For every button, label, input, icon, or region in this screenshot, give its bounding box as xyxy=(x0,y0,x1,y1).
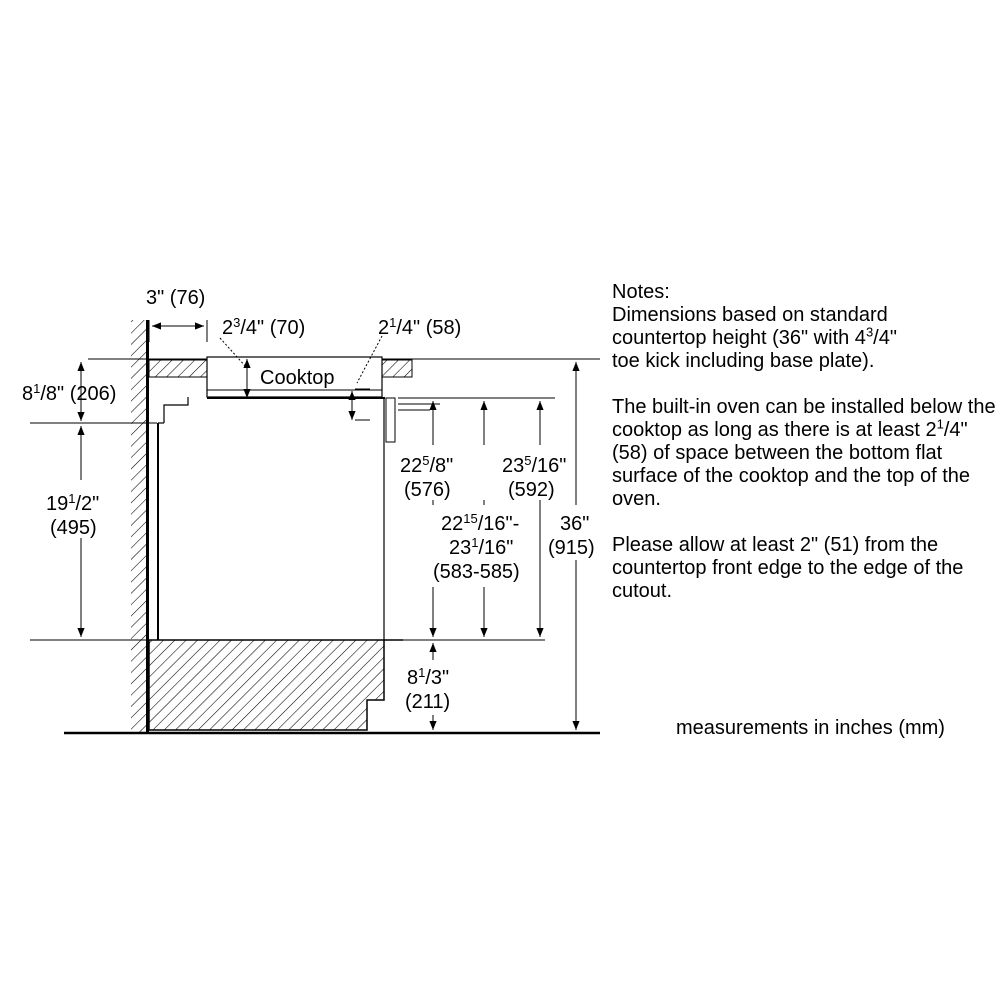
notes-p2-sup: 1 xyxy=(936,416,944,432)
notes-p2-a: The built-in oven can be installed below the cooktop as long as there is at least 2 xyxy=(612,396,996,441)
notes-paragraph-1 xyxy=(612,304,997,373)
dim-3in-label: 3" (76) xyxy=(146,287,206,309)
dim-8-1-3-mm: (211) xyxy=(405,691,451,713)
cabinet-opening xyxy=(158,397,403,640)
dim-22-15-16-label: $22^{15}/16"-$ xyxy=(441,511,520,535)
cooktop xyxy=(207,357,385,398)
dim-23-5-16-mm: (592) xyxy=(508,479,555,501)
dim-36-mm: (915) xyxy=(548,537,595,559)
dim-8-1-3-label: $8^1/3$" xyxy=(407,665,450,689)
notes-p2-b: /4" (58) of space between the bottom flat surface of the cooktop and the top of the oven. xyxy=(612,419,971,510)
dim-23-5-16-label: $23^5/16$" xyxy=(502,453,567,477)
notes-p1-line3: toe kick including base plate). xyxy=(612,350,875,372)
dim-19-1-2-label: $19^1/2$" xyxy=(46,491,100,515)
dim-2-3-4-label: $2^3/4$" (70) xyxy=(222,315,306,339)
dim-19-1-2-mm: (495) xyxy=(50,517,97,539)
dim-22-5-8-label: $22^5/8$" xyxy=(400,453,454,477)
notes-p1-sup: 3 xyxy=(865,324,874,340)
notes-paragraph-3: Please allow at least 2" (51) from the countertop front edge to the edge of the cutout. xyxy=(612,534,964,602)
notes-paragraph-2 xyxy=(612,396,997,511)
notes-p1-line2a: countertop height (36" with 4 xyxy=(612,327,866,349)
dim-36-label: 36" xyxy=(560,513,590,535)
notes-title: Notes: xyxy=(612,281,670,303)
dim-2-1-4-label: $2^1/4$" (58) xyxy=(378,315,462,339)
wall xyxy=(131,320,149,732)
notes-p1-line1: Dimensions based on standard xyxy=(612,304,888,326)
dim-583-585-mm: (583-585) xyxy=(433,561,520,583)
notes-panel xyxy=(612,281,997,626)
base-plinth xyxy=(149,640,384,730)
cooktop-label: Cooktop xyxy=(260,367,335,389)
dim-23-1-16-label: $23^1/16$" xyxy=(449,535,514,559)
dim-22-5-8-mm: (576) xyxy=(404,479,451,501)
measurements-footnote: measurements in inches (mm) xyxy=(676,717,945,739)
notes-p1-line2b: /4" xyxy=(873,327,897,349)
dim-8-1-8-label: $8^1/8$" (206) xyxy=(22,381,117,405)
